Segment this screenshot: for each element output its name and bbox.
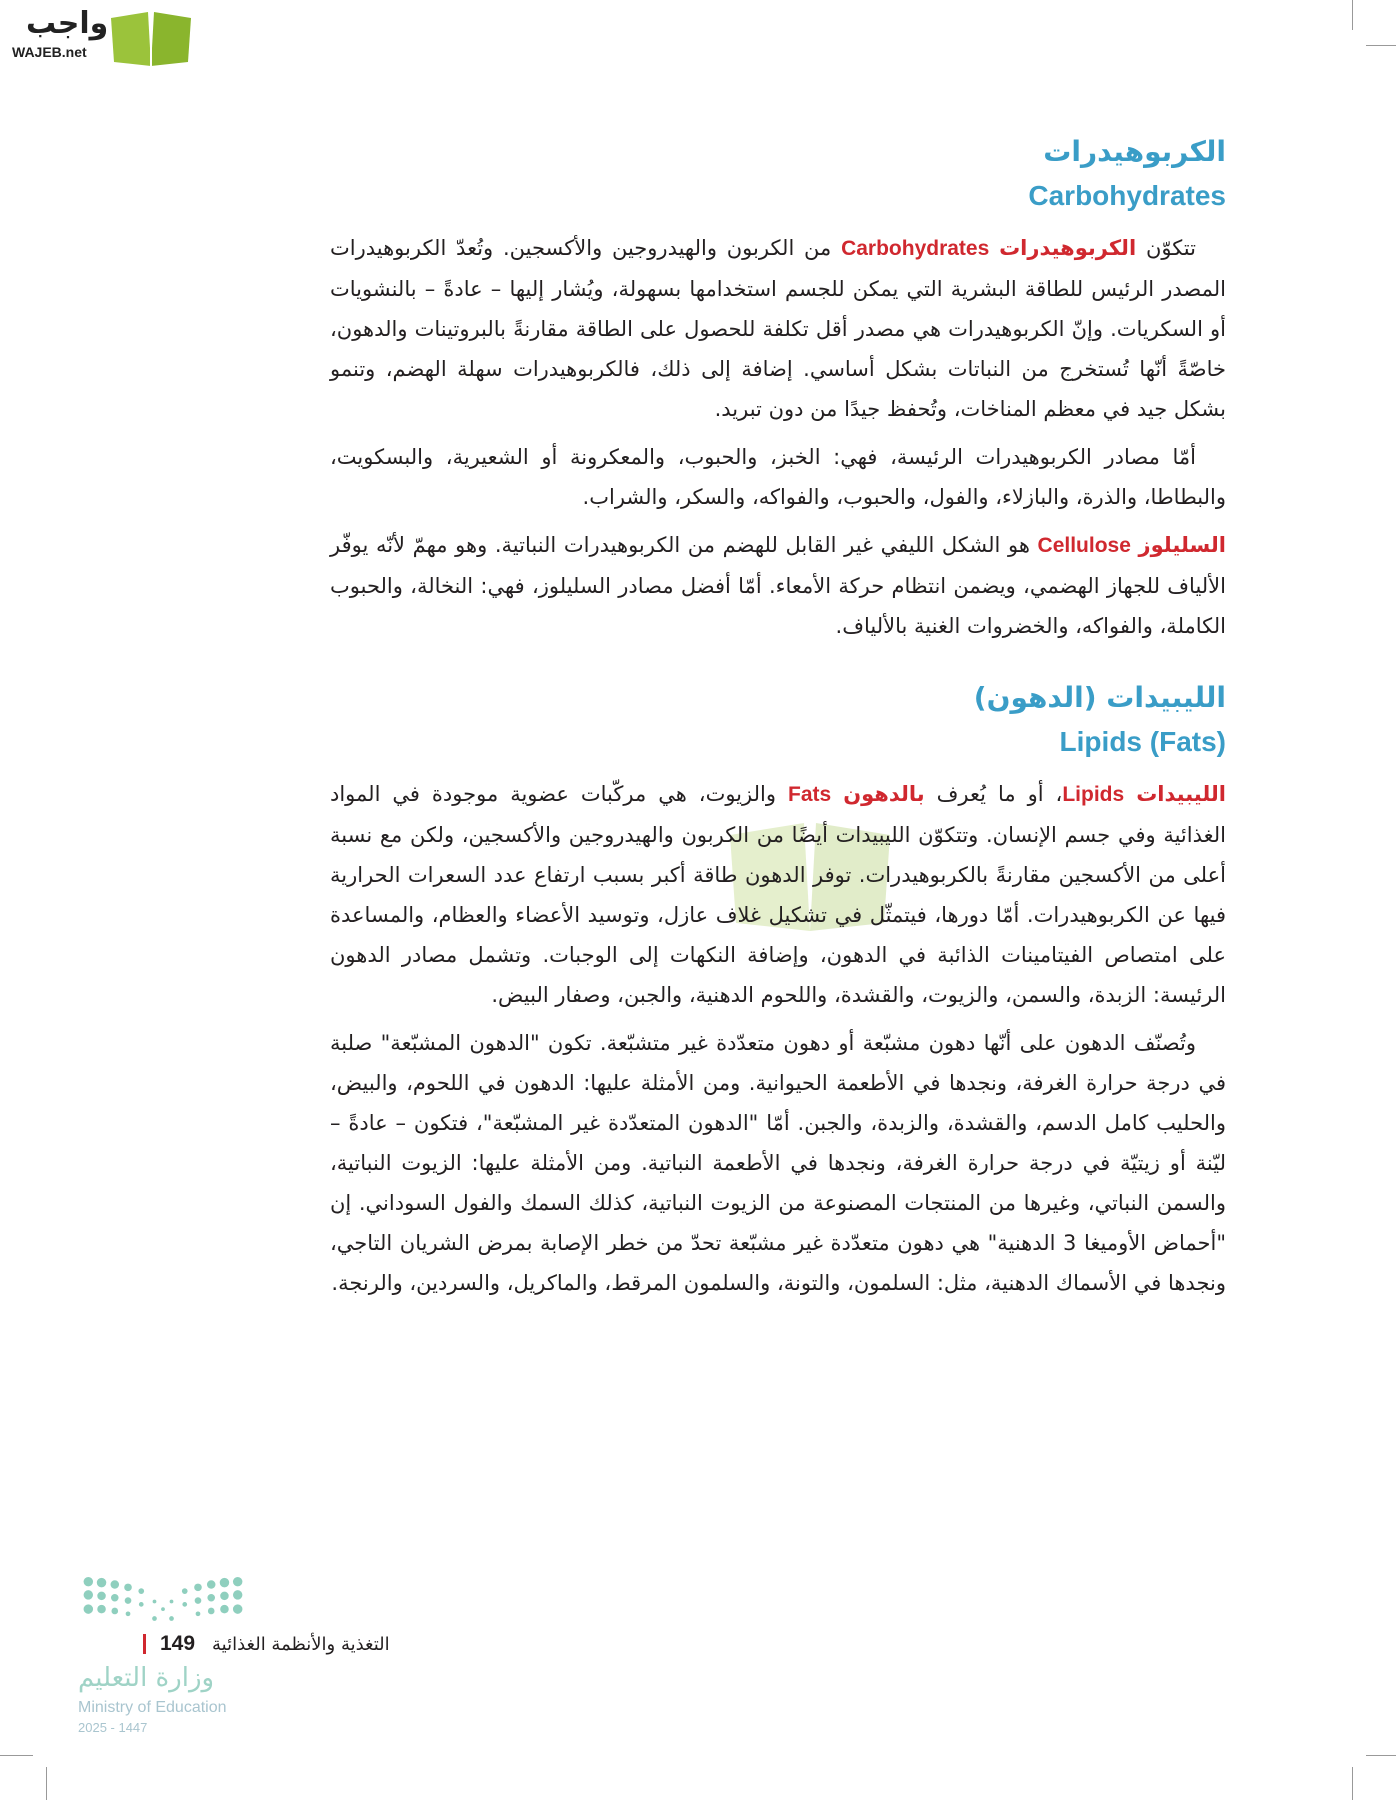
text: هو الشكل الليفي غير القابل للهضم من الكربوهيدرات النباتية. وهو مهمّ لأنّه يوفّر الألياف للجهاز الهضمي، ويضمن انتظام حركة الأمعاء. أمّا أفضل مصادر السليلوز، فهي: النخالة، والحبوب الكاملة، والفواكه، والخضروات الغنية بالألياف. [330, 533, 1226, 638]
term-en: Carbohydrates [841, 237, 990, 260]
crop-mark [1352, 0, 1353, 30]
text: أمّا مصادر الكربوهيدرات الرئيسة، فهي: الخبز، والحبوب، والمعكرونة أو الشعيرية، والبسكويت، والبطاطا، والذرة، والبازلاء، والفول، والحبوب، والفواكه، والسكر، والشراب. [330, 445, 1226, 509]
lipids-paragraph-2 [330, 1023, 1226, 1303]
section-heading-en: Lipids (Fats) [1059, 726, 1226, 757]
crop-mark [1352, 1767, 1353, 1800]
ministry-dots-logo [78, 1576, 248, 1628]
section-gap [330, 654, 1226, 676]
text: ، أو ما يُعرف [936, 782, 1063, 806]
text: من الكربون والهيدروجين والأكسجين. وتُعدّ الكربوهيدرات المصدر الرئيس للطاقة البشرية التي يمكن للجسم استخدامها بسهولة، ويُشار إليها – عادةً – بالنشويات أو السكريات. وإنّ الكربوهيدرات هي مصدر أقل تكلفة للحصول على الطاقة مقارنةً بالبروتينات والدهون، خاصّةً أنّها تُستخرج من النباتات بشكل أساسي. إضافة إلى ذلك، فالكربوهيدرات سهلة الهضم، وتنمو بشكل جيد في معظم المناخات، وتُحفظ جيدًا من دون تبريد. [330, 236, 1226, 421]
section-heading-ar: الليبيدات (الدهون) [973, 681, 1226, 714]
ministry-name-ar: وزارة التعليم [78, 1663, 215, 1693]
term-en: Lipids [1062, 783, 1125, 806]
main-content [330, 130, 1226, 1311]
carbs-paragraph-2 [330, 437, 1226, 517]
ministry-name-en: Ministry of Education [78, 1699, 227, 1716]
crop-mark [46, 1767, 47, 1800]
page-number-divider [143, 1634, 146, 1654]
wajeb-logo[interactable] [10, 6, 190, 66]
cellulose-paragraph [330, 525, 1226, 646]
term-ar: السليلوز [1138, 533, 1226, 557]
edition-year: 2025 - 1447 [78, 1720, 148, 1735]
term-ar: الكربوهيدرات [999, 236, 1137, 260]
section-heading-ar: الكربوهيدرات [1043, 135, 1226, 168]
term-ar: بالدهون [843, 782, 925, 806]
lipids-paragraph-1 [330, 774, 1226, 1015]
logo-arabic: واجب [26, 6, 109, 41]
text: تتكوّن [1145, 236, 1196, 260]
book-icon [106, 8, 196, 68]
crop-mark [0, 1755, 33, 1756]
term-ar: الليبيدات [1136, 782, 1226, 806]
text: والزيوت، هي مركّبات عضوية موجودة في المواد الغذائية وفي جسم الإنسان. وتتكوّن الليبيدات أيضًا من الكربون والهيدروجين والأكسجين، ولكن مع نسبة أعلى من الأكسجين مقارنةً بالكربوهيدرات. توفر الدهون طاقة أكبر بسبب ارتفاع عدد السعرات الحرارية فيها عن الكربوهيدرات. أمّا دورها، فيتمثّل في تشكيل غلاف عازل، وتوسيد الأعضاء والعظام، والمساعدة على امتصاص الفيتامينات الذائبة في الدهون، وإضافة النكهات إلى الوجبات. وتشمل مصادر الدهون الرئيسة: الزبدة، والسمن، والزيوت، والقشدة، واللحوم الدهنية، والجبن، وصفار البيض. [330, 782, 1226, 1007]
carbs-paragraph-1 [330, 228, 1226, 429]
logo-latin: WAJEB.net [12, 44, 87, 60]
section-heading-en: Carbohydrates [1028, 180, 1226, 211]
page-number: 149 [160, 1632, 196, 1655]
crop-mark [1366, 45, 1396, 46]
crop-mark [1366, 1755, 1396, 1756]
term-en: Fats [788, 783, 832, 806]
term-en: Cellulose [1037, 534, 1131, 557]
book-title: التغذية والأنظمة الغذائية [212, 1634, 390, 1655]
text: وتُصنّف الدهون على أنّها دهون مشبّعة أو دهون متعدّدة غير متشبّعة. تكون "الدهون المشبّعة" صلبة في درجة حرارة الغرفة، ونجدها في الأطعمة الحيوانية. ومن الأمثلة عليها: الدهون في اللحوم، والبيض، والحليب كامل الدسم، والقشدة، والزبدة، والجبن. أمّا "الدهون المتعدّدة غير المشبّعة"، فتكون – عادةً – ليّنة أو زيتيّة في درجة حرارة الغرفة، ونجدها في الأطعمة النباتية. ومن الأمثلة عليها: الزيوت النباتية، والسمن النباتي، وغيرها من المنتجات المصنوعة من الزيوت النباتية، كذلك السمك والفول السوداني. إن "أحماض الأوميغا 3 الدهنية" هي دهون متعدّدة غير مشبّعة تحدّ من خطر الإصابة بمرض الشريان التاجي، ونجدها في الأسماك الدهنية، مثل: السلمون، والتونة، والسلمون المرقط، والماكريل، والسردين، والرنجة. [330, 1031, 1226, 1295]
